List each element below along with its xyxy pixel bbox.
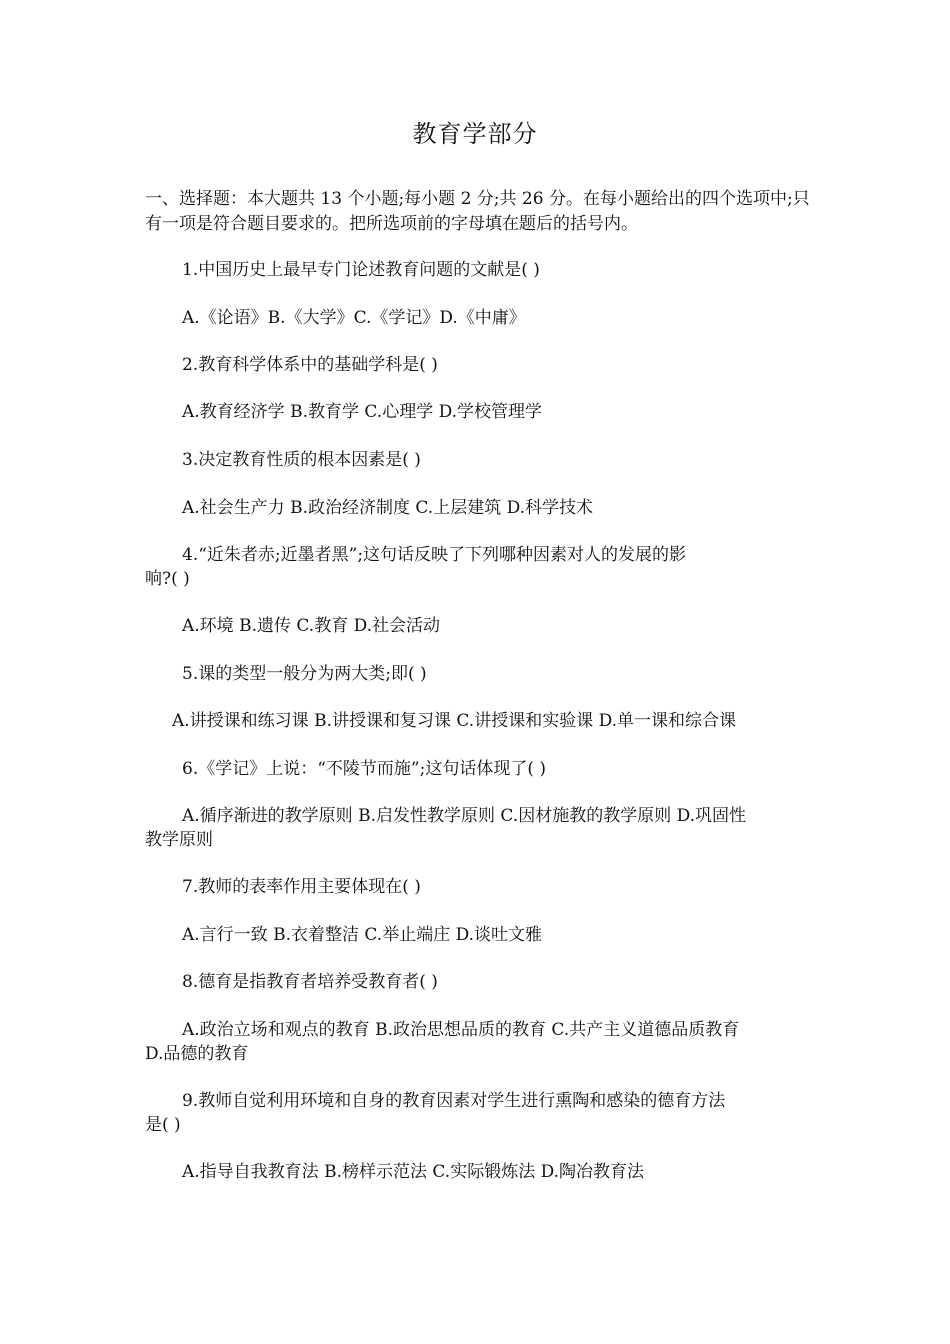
question-8: 8.德育是指教育者培养受教育者( ) [182,972,438,992]
question-5-options: A.讲授课和练习课 B.讲授课和复习课 C.讲授课和实验课 D.单一课和综合课 [172,711,737,731]
question-3-options: A.社会生产力 B.政治经济制度 C.上层建筑 D.科学技术 [182,498,594,518]
question-5: 5.课的类型一般分为两大类;即( ) [182,664,427,684]
question-6-options-line-1: A.循序渐进的教学原则 B.启发性教学原则 C.因材施教的教学原则 D.巩固性 [182,806,747,826]
question-2: 2.教育科学体系中的基础学科是( ) [182,355,438,375]
question-1: 1.中国历史上最早专门论述教育问题的文献是( ) [182,260,540,280]
question-9-line-2: 是( ) [145,1115,181,1135]
question-3: 3.决定教育性质的根本因素是( ) [182,450,421,470]
question-6: 6.《学记》上说：“不陵节而施”;这句话体现了( ) [182,759,546,779]
question-1-options: A.《论语》B.《大学》C.《学记》D.《中庸》 [182,308,526,328]
question-9-line-1: 9.教师自觉利用环境和自身的教育因素对学生进行熏陶和感染的德育方法 [182,1091,726,1111]
question-6-options-line-2: 教学原则 [145,830,213,850]
question-9-options: A.指导自我教育法 B.榜样示范法 C.实际锻炼法 D.陶冶教育法 [182,1162,645,1182]
question-2-options: A.教育经济学 B.教育学 C.心理学 D.学校管理学 [182,402,543,422]
page-title: 教育学部分 [412,120,538,148]
question-7-options: A.言行一致 B.衣着整洁 C.举止端庄 D.谈吐文雅 [182,925,543,945]
question-4-options: A.环境 B.遗传 C.教育 D.社会活动 [182,616,441,636]
section-intro: 一、选择题：本大题共 13 个小题;每小题 2 分;共 26 分。在每小题给出的四个选项中;只有一项是符合题目要求的。把所选项前的字母填在题后的括号内。 [145,189,810,234]
question-4-line-2: 响?( ) [145,569,190,589]
question-7: 7.教师的表率作用主要体现在( ) [182,877,421,897]
question-8-options-line-2: D.品德的教育 [145,1044,249,1064]
question-4-line-1: 4.“近朱者赤;近墨者黑”;这句话反映了下列哪种因素对人的发展的影 [182,545,687,565]
question-8-options-line-1: A.政治立场和观点的教育 B.政治思想品质的教育 C.共产主义道德品质教育 [182,1020,740,1040]
